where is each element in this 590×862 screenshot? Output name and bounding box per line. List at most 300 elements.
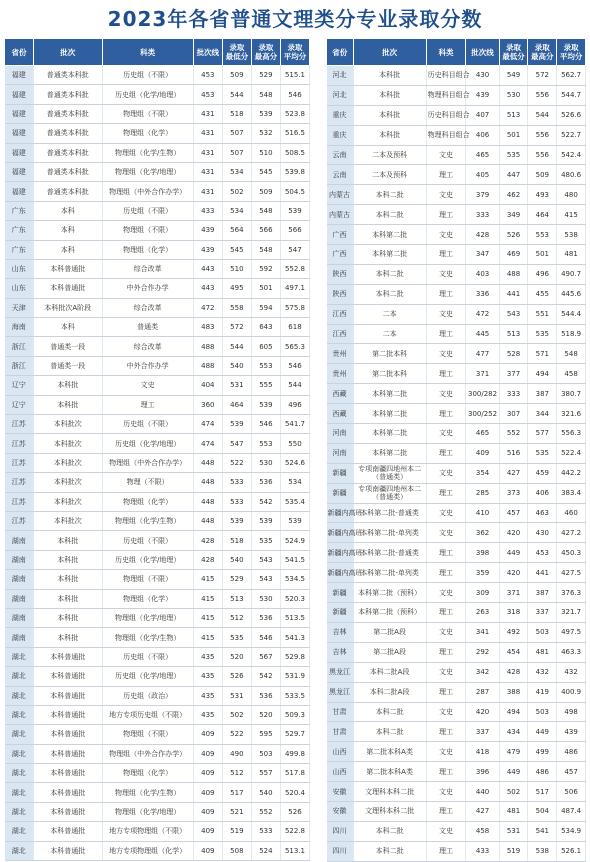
header-batch-line: 批次线	[466, 39, 499, 66]
cell-min-score: 449	[499, 762, 528, 782]
table-row	[5, 376, 310, 395]
cell-subject: 物理科目组合	[426, 85, 466, 105]
cell-avg-score: 534.5	[280, 570, 309, 589]
cell-batch: 第二批本科A类	[353, 742, 426, 762]
cell-batch: 本科二批	[353, 702, 426, 722]
cell-subject: 文史	[426, 782, 466, 802]
cell-batch: 本科批	[34, 395, 102, 414]
cell-max-score: 556	[528, 145, 557, 165]
header-max-score: 录取 最高分	[528, 39, 557, 66]
cell-batch-line: 409	[193, 725, 222, 744]
cell-province: 吉林	[327, 642, 354, 662]
cell-batch: 本科普通批	[34, 259, 102, 278]
cell-province: 贵州	[327, 344, 354, 364]
cell-min-score: 512	[222, 608, 251, 627]
cell-batch-line: 443	[193, 259, 222, 278]
cell-max-score: 532	[251, 124, 280, 143]
cell-max-score: 503	[251, 744, 280, 763]
cell-batch: 本科批次	[34, 511, 102, 530]
cell-avg-score: 618	[280, 318, 309, 337]
cell-subject: 理工	[426, 205, 466, 225]
cell-min-score: 564	[222, 221, 251, 240]
cell-min-score: 502	[222, 182, 251, 201]
cell-subject: 理工	[426, 483, 466, 503]
cell-subject: 理工	[426, 801, 466, 821]
cell-max-score: 504	[528, 801, 557, 821]
header-avg-score: 录取 平均分	[280, 39, 309, 66]
cell-avg-score: 547	[280, 240, 309, 259]
table-row	[5, 628, 310, 647]
cell-min-score: 522	[222, 725, 251, 744]
cell-max-score: 592	[251, 259, 280, 278]
cell-min-score: 447	[499, 165, 528, 185]
cell-max-score: 543	[251, 550, 280, 569]
cell-batch: 二本	[353, 304, 426, 324]
cell-batch-line: 336	[466, 284, 499, 304]
table-header-row	[327, 39, 586, 66]
cell-max-score: 535	[251, 531, 280, 550]
cell-batch-line: 418	[466, 742, 499, 762]
cell-subject: 文史	[426, 185, 466, 205]
cell-subject: 物理（不限）	[102, 473, 193, 492]
cell-subject: 物理组（化学/地理）	[102, 608, 193, 627]
table-row	[5, 453, 310, 472]
table-row	[5, 395, 310, 414]
table-row	[327, 384, 586, 404]
cell-subject: 理工	[426, 324, 466, 344]
cell-province: 重庆	[327, 125, 354, 145]
cell-max-score: 553	[528, 225, 557, 245]
cell-max-score: 542	[251, 667, 280, 686]
table-row	[5, 589, 310, 608]
cell-batch-line: 409	[466, 443, 499, 463]
cell-min-score: 457	[499, 503, 528, 523]
cell-avg-score: 531.9	[280, 667, 309, 686]
cell-min-score: 494	[499, 702, 528, 722]
table-row	[5, 841, 310, 860]
cell-max-score: 551	[528, 304, 557, 324]
cell-batch-line: 415	[193, 589, 222, 608]
cell-subject: 历史组（不限）	[102, 66, 193, 85]
cell-subject: 物理组（化学）	[102, 764, 193, 783]
cell-min-score: 509	[222, 66, 251, 85]
table-row	[327, 503, 586, 523]
cell-max-score: 337	[528, 603, 557, 623]
cell-batch: 本科普通批	[34, 705, 102, 724]
header-avg-score: 录取 平均分	[557, 39, 586, 66]
cell-min-score: 533	[222, 473, 251, 492]
cell-province: 湖北	[5, 744, 34, 763]
table-row	[327, 762, 586, 782]
cell-subject: 文史	[426, 742, 466, 762]
cell-subject: 物理组（化学/生物）	[102, 628, 193, 647]
cell-province: 黑龙江	[327, 682, 354, 702]
cell-max-score: 493	[528, 185, 557, 205]
cell-avg-score: 506	[557, 782, 586, 802]
cell-avg-score: 439	[557, 722, 586, 742]
cell-max-score: 557	[251, 764, 280, 783]
cell-subject: 物理组（不限）	[102, 104, 193, 123]
table-row	[5, 570, 310, 589]
cell-min-score: 490	[222, 744, 251, 763]
cell-min-score: 526	[222, 667, 251, 686]
cell-batch-line: 420	[466, 702, 499, 722]
cell-max-score: 533	[251, 822, 280, 841]
cell-batch-line: 439	[193, 240, 222, 259]
cell-avg-score: 524.9	[280, 531, 309, 550]
cell-max-score: 503	[528, 702, 557, 722]
cell-max-score: 520	[251, 705, 280, 724]
cell-batch: 本科批次	[34, 492, 102, 511]
cell-province: 天津	[5, 298, 34, 317]
cell-province: 海南	[5, 318, 34, 337]
cell-avg-score: 556.3	[557, 424, 586, 444]
cell-subject: 历史组（不限）	[102, 415, 193, 434]
cell-max-score: 463	[528, 503, 557, 523]
cell-subject: 历史组（化学/地理）	[102, 667, 193, 686]
cell-max-score: 387	[528, 583, 557, 603]
cell-batch: 本科第二批（预科）	[353, 603, 426, 623]
cell-max-score: 571	[528, 344, 557, 364]
cell-subject: 物理组（化学）	[102, 124, 193, 143]
cell-province: 浙江	[5, 356, 34, 375]
cell-max-score: 510	[251, 143, 280, 162]
cell-batch-line: 443	[193, 279, 222, 298]
table-row	[327, 722, 586, 742]
cell-batch: 二本及预科	[353, 145, 426, 165]
cell-avg-score: 460	[557, 503, 586, 523]
cell-batch-line: 472	[193, 298, 222, 317]
cell-province: 湖北	[5, 667, 34, 686]
table-row	[327, 662, 586, 682]
table-row	[5, 318, 310, 337]
table-row	[327, 205, 586, 225]
cell-subject: 物理组（化学/地理）	[102, 162, 193, 181]
cell-batch: 本科普通批	[34, 841, 102, 860]
table-row	[327, 225, 586, 245]
cell-subject: 文史	[426, 821, 466, 841]
cell-subject: 物理组（化学/生物）	[102, 143, 193, 162]
cell-max-score: 553	[251, 434, 280, 453]
table-row	[327, 85, 586, 105]
cell-province: 湖南	[5, 550, 34, 569]
cell-batch: 普通类一段	[34, 337, 102, 356]
cell-batch: 本科第二批-普通类	[353, 543, 426, 563]
cell-max-score: 535	[528, 443, 557, 463]
cell-min-score: 349	[499, 205, 528, 225]
cell-province: 西藏	[327, 384, 354, 404]
cell-avg-score: 538	[557, 225, 586, 245]
cell-province: 湖北	[5, 841, 34, 860]
cell-province: 湖南	[5, 589, 34, 608]
cell-batch: 本科普通批	[34, 802, 102, 821]
cell-subject: 理工	[426, 603, 466, 623]
cell-batch: 本科批次	[34, 415, 102, 434]
cell-min-score: 534	[222, 162, 251, 181]
table-row	[327, 344, 586, 364]
cell-subject: 物理组（中外合作办学）	[102, 453, 193, 472]
cell-avg-score: 522.8	[280, 822, 309, 841]
table-row	[5, 802, 310, 821]
cell-avg-score: 496	[280, 395, 309, 414]
cell-min-score: 543	[499, 304, 528, 324]
cell-province: 江西	[327, 324, 354, 344]
cell-batch-line: 300/282	[466, 384, 499, 404]
cell-subject: 物理组（化学/地理）	[102, 802, 193, 821]
cell-max-score: 535	[528, 324, 557, 344]
cell-subject: 理工	[426, 404, 466, 424]
cell-batch-line: 405	[466, 165, 499, 185]
cell-batch-line: 415	[193, 608, 222, 627]
cell-subject: 文史	[102, 376, 193, 395]
cell-batch-line: 410	[466, 503, 499, 523]
cell-batch: 本科第二批	[353, 245, 426, 265]
table-row	[327, 841, 586, 861]
table-row	[5, 822, 310, 841]
cell-max-score: 344	[528, 404, 557, 424]
left-score-table	[4, 38, 310, 861]
header-province: 省份	[327, 39, 354, 66]
cell-min-score: 307	[499, 404, 528, 424]
cell-avg-score: 427.5	[557, 563, 586, 583]
cell-province: 广东	[5, 201, 34, 220]
table-row	[5, 182, 310, 201]
cell-batch: 文理科本科二批	[353, 782, 426, 802]
cell-province: 贵州	[327, 364, 354, 384]
cell-max-score: 530	[251, 453, 280, 472]
cell-min-score: 521	[222, 802, 251, 821]
cell-max-score: 545	[251, 162, 280, 181]
cell-max-score: 501	[251, 279, 280, 298]
cell-subject: 地方专项物理组（化学）	[102, 841, 193, 860]
cell-batch: 本科普通批	[34, 725, 102, 744]
cell-subject: 文史	[426, 503, 466, 523]
cell-batch: 第二批本科	[353, 344, 426, 364]
cell-province: 河南	[327, 443, 354, 463]
cell-avg-score: 504.5	[280, 182, 309, 201]
cell-batch-line: 453	[193, 85, 222, 104]
cell-max-score: 546	[251, 415, 280, 434]
cell-min-score: 371	[499, 583, 528, 603]
cell-min-score: 513	[499, 105, 528, 125]
cell-batch-line: 371	[466, 364, 499, 384]
cell-min-score: 462	[499, 185, 528, 205]
cell-min-score: 318	[499, 603, 528, 623]
cell-subject: 文史	[426, 384, 466, 404]
cell-avg-score: 520.3	[280, 589, 309, 608]
table-row	[5, 531, 310, 550]
cell-batch-line: 341	[466, 622, 499, 642]
cell-avg-score: 542.4	[557, 145, 586, 165]
cell-subject: 文史	[426, 583, 466, 603]
cell-batch: 本科二批	[353, 264, 426, 284]
cell-batch: 本科第二批	[353, 225, 426, 245]
cell-min-score: 531	[222, 376, 251, 395]
cell-batch-line: 362	[466, 523, 499, 543]
cell-min-score: 388	[499, 682, 528, 702]
cell-province: 山东	[5, 259, 34, 278]
cell-max-score: 542	[251, 492, 280, 511]
cell-batch-line: 431	[193, 124, 222, 143]
cell-max-score: 544	[528, 105, 557, 125]
cell-batch: 普通类本科批	[34, 85, 102, 104]
cell-batch: 文理科本科二批	[353, 801, 426, 821]
cell-province: 河北	[327, 85, 354, 105]
cell-batch: 普通类本科批	[34, 182, 102, 201]
cell-batch: 第二批本科	[353, 364, 426, 384]
table-row	[327, 66, 586, 86]
cell-min-score: 539	[222, 415, 251, 434]
cell-batch-line: 477	[466, 344, 499, 364]
cell-batch-line: 488	[193, 337, 222, 356]
cell-avg-score: 432	[557, 662, 586, 682]
cell-batch-line: 458	[466, 821, 499, 841]
cell-max-score: 566	[251, 221, 280, 240]
cell-batch: 本科二批	[353, 821, 426, 841]
cell-max-score: 595	[251, 725, 280, 744]
cell-batch: 第二批A段	[353, 622, 426, 642]
cell-avg-score: 522.7	[557, 125, 586, 145]
cell-max-score: 524	[251, 841, 280, 860]
table-row	[327, 523, 586, 543]
table-row	[5, 221, 310, 240]
cell-avg-score: 376.3	[557, 583, 586, 603]
cell-batch: 本科第二批（预科）	[353, 583, 426, 603]
cell-min-score: 516	[499, 443, 528, 463]
cell-province: 广西	[327, 245, 354, 265]
cell-province: 江苏	[5, 434, 34, 453]
table-row	[327, 483, 586, 503]
cell-subject: 物理组（不限）	[102, 570, 193, 589]
cell-max-score: 543	[251, 570, 280, 589]
cell-avg-score: 515.1	[280, 66, 309, 85]
cell-batch: 本科	[34, 318, 102, 337]
cell-min-score: 535	[499, 145, 528, 165]
cell-max-score: 605	[251, 337, 280, 356]
cell-min-score: 495	[222, 279, 251, 298]
cell-province: 福建	[5, 66, 34, 85]
cell-max-score: 541	[528, 821, 557, 841]
cell-avg-score: 458	[557, 364, 586, 384]
table-row	[327, 264, 586, 284]
cell-batch: 二本及预科	[353, 165, 426, 185]
cell-batch: 本科	[34, 240, 102, 259]
cell-min-score: 549	[499, 66, 528, 86]
cell-batch-line: 285	[466, 483, 499, 503]
cell-avg-score: 524.6	[280, 453, 309, 472]
cell-min-score: 518	[222, 104, 251, 123]
cell-batch: 本科二批	[353, 841, 426, 861]
cell-batch: 本科批次A阶段	[34, 298, 102, 317]
cell-batch: 本科普通批	[34, 744, 102, 763]
cell-avg-score: 442.2	[557, 463, 586, 483]
cell-province: 云南	[327, 145, 354, 165]
cell-avg-score: 522.4	[557, 443, 586, 463]
cell-province: 重庆	[327, 105, 354, 125]
header-batch-line: 批次线	[193, 39, 222, 66]
cell-avg-score: 562.7	[557, 66, 586, 86]
cell-subject: 综合改革	[102, 298, 193, 317]
cell-min-score: 540	[222, 550, 251, 569]
cell-max-score: 517	[528, 782, 557, 802]
table-row	[5, 667, 310, 686]
cell-batch: 本科普通批	[34, 279, 102, 298]
cell-batch: 本科第二批	[353, 384, 426, 404]
table-row	[327, 642, 586, 662]
cell-province: 湖南	[5, 531, 34, 550]
cell-max-score: 567	[251, 647, 280, 666]
cell-province: 广西	[327, 225, 354, 245]
cell-batch-line: 430	[466, 66, 499, 86]
cell-batch-line: 396	[466, 762, 499, 782]
cell-avg-score: 548	[557, 344, 586, 364]
cell-batch: 本科普通批	[34, 764, 102, 783]
cell-avg-score: 565.3	[280, 337, 309, 356]
cell-max-score: 548	[251, 85, 280, 104]
table-row	[327, 324, 586, 344]
cell-batch: 本科批	[353, 125, 426, 145]
cell-batch: 本科二批	[353, 185, 426, 205]
cell-batch: 本科批次	[34, 434, 102, 453]
cell-max-score: 643	[251, 318, 280, 337]
cell-batch: 本科第二批	[353, 443, 426, 463]
cell-subject: 物理组（中外合作办学）	[102, 182, 193, 201]
cell-batch-line: 333	[466, 205, 499, 225]
table-row	[5, 298, 310, 317]
cell-avg-score: 517.8	[280, 764, 309, 783]
cell-min-score: 530	[499, 85, 528, 105]
cell-province: 新疆内高班	[327, 523, 354, 543]
cell-max-score: 503	[528, 622, 557, 642]
cell-batch-line: 428	[466, 225, 499, 245]
table-row	[327, 443, 586, 463]
cell-avg-score: 534	[280, 473, 309, 492]
cell-avg-score: 486	[557, 742, 586, 762]
cell-min-score: 501	[499, 125, 528, 145]
cell-batch-line: 474	[193, 434, 222, 453]
cell-province: 江西	[327, 304, 354, 324]
cell-batch: 本科批次	[34, 473, 102, 492]
cell-subject: 理工	[102, 395, 193, 414]
cell-avg-score: 526.6	[557, 105, 586, 125]
cell-province: 福建	[5, 143, 34, 162]
cell-batch: 本科第二批-普通类	[353, 503, 426, 523]
cell-avg-score: 415	[557, 205, 586, 225]
cell-avg-score: 513.1	[280, 841, 309, 860]
cell-min-score: 526	[499, 225, 528, 245]
table-row	[5, 337, 310, 356]
cell-province: 广东	[5, 221, 34, 240]
cell-max-score: 553	[251, 356, 280, 375]
cell-avg-score: 541.7	[280, 415, 309, 434]
cell-min-score: 441	[499, 284, 528, 304]
table-row	[5, 415, 310, 434]
table-row	[5, 725, 310, 744]
cell-subject: 物理组（化学）	[102, 240, 193, 259]
cell-max-score: 538	[528, 841, 557, 861]
cell-batch-line: 300/252	[466, 404, 499, 424]
cell-batch-line: 406	[466, 125, 499, 145]
cell-province: 新疆	[327, 603, 354, 623]
cell-province: 陕西	[327, 284, 354, 304]
cell-min-score: 528	[499, 344, 528, 364]
cell-batch: 本科第二批-单列类	[353, 563, 426, 583]
page-title: 2023年各省普通文理类分专业录取分数	[107, 7, 483, 31]
cell-batch: 本科批	[34, 376, 102, 395]
cell-avg-score: 544	[280, 376, 309, 395]
cell-province: 福建	[5, 182, 34, 201]
cell-min-score: 481	[499, 801, 528, 821]
